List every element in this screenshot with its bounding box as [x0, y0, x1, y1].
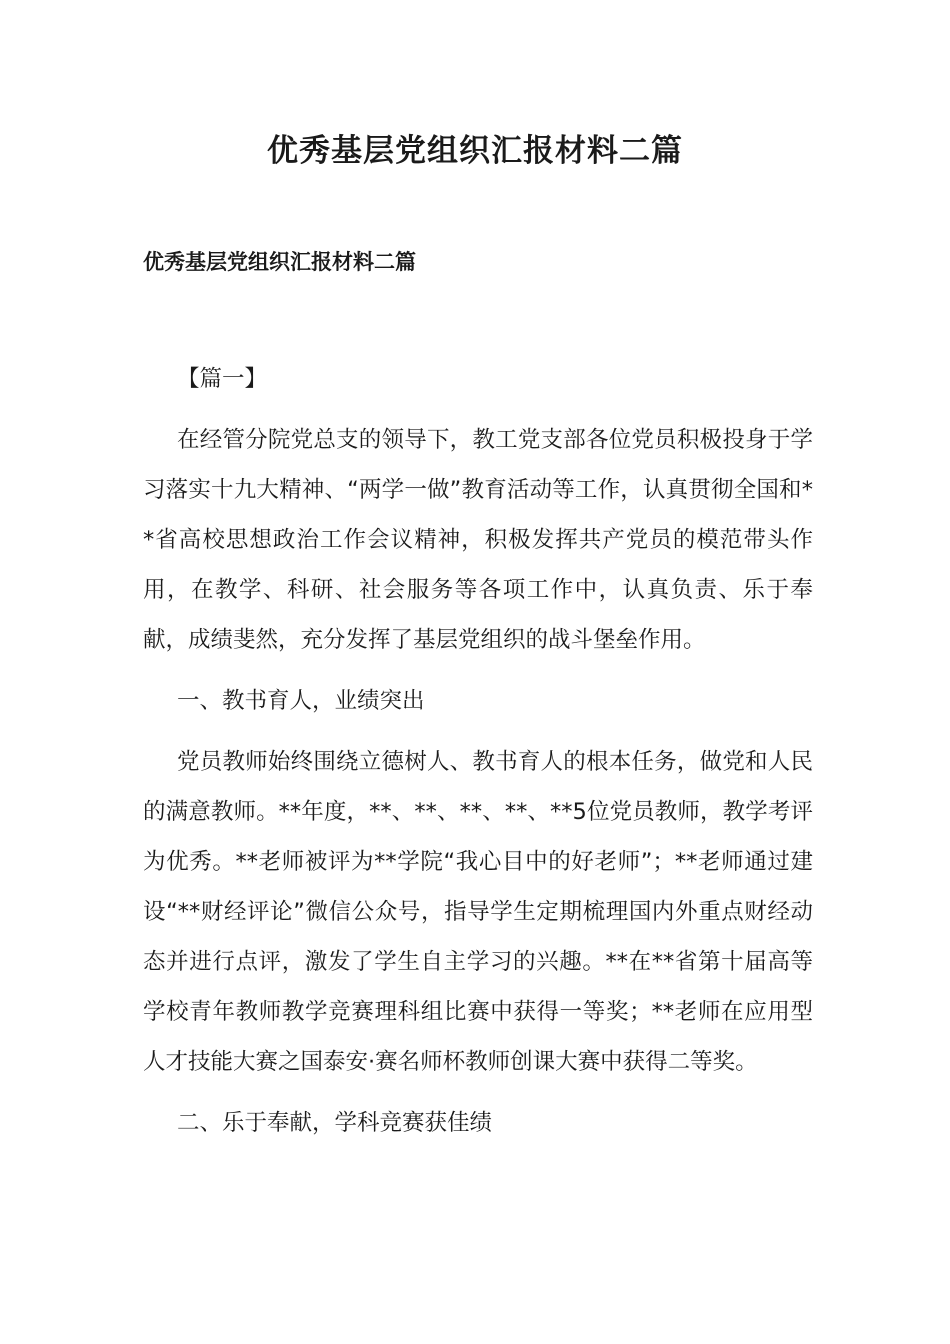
document-subtitle: 优秀基层党组织汇报材料二篇	[143, 250, 416, 274]
section-heading-one: 一、教书育人，业绩突出	[177, 688, 425, 714]
section-heading-part-one: 【篇一】	[177, 366, 268, 392]
paragraph-teaching: 党员教师始终围绕立德树人、教书育人的根本任务，做党和人民的满意教师。**年度，**、**、**、**、**5位党员教师，教学考评为优秀。**老师被评为**学院“我心目中的好老师”；**老师通过建设“**财经评论”微信公众号，指导学生定期梳理国内外重点财经动态并进行点评，激发了学生自主学习的兴趣。**在**省第十届高等学校青年教师教学竞赛理科组比赛中获得一等奖；**老师在应用型人才技能大赛之国泰安·赛名师杯教师创课大赛中获得二等奖。	[143, 749, 813, 1075]
section-heading-two: 二、乐于奉献，学科竞赛获佳绩	[177, 1110, 493, 1136]
document-body	[143, 354, 813, 1148]
paragraph-intro: 在经管分院党总支的领导下，教工党支部各位党员积极投身于学习落实十九大精神、“两学一做”教育活动等工作，认真贯彻全国和**省高校思想政治工作会议精神，积极发挥共产党员的模范带头作用，在教学、科研、社会服务等各项工作中，认真负责、乐于奉献，成绩斐然，充分发挥了基层党组织的战斗堡垒作用。	[143, 427, 813, 653]
document-title: 优秀基层党组织汇报材料二篇	[267, 133, 683, 169]
